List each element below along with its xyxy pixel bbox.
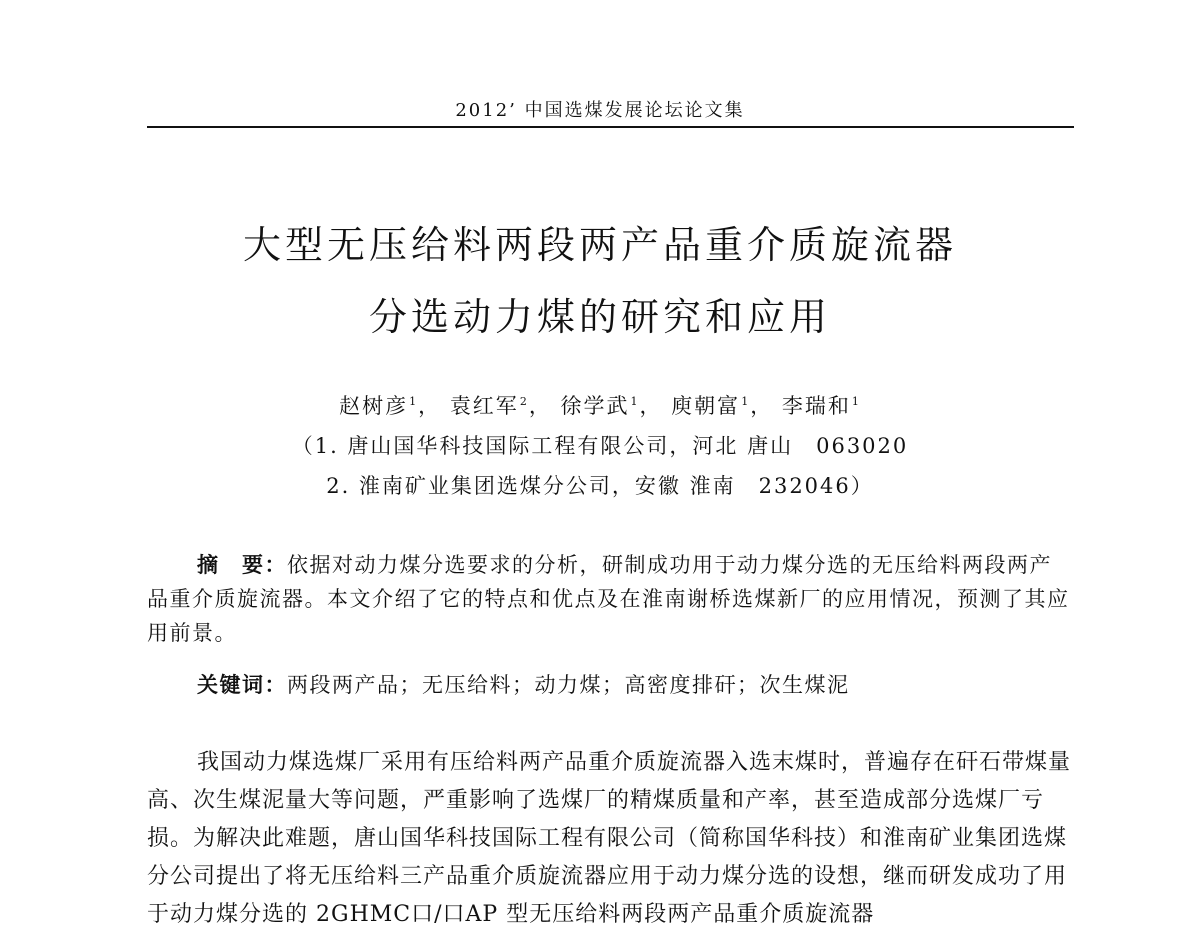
author-name: 赵树彦 — [339, 394, 409, 418]
header-rule — [147, 126, 1074, 128]
author-affiliation-mark: 1 — [851, 395, 861, 408]
author-name: 徐学武 — [560, 394, 630, 418]
author-separator: ， — [639, 394, 663, 418]
abstract-text: 依据对动力煤分选要求的分析，研制成功用于动力煤分选的无压给料两段两产品重介质旋流器。本文介绍了它的特点和优点及在淮南谢桥选煤新厂的应用情况，预测了其应用前景。 — [147, 553, 1070, 645]
abstract — [147, 548, 1074, 650]
author-name: 庾朝富 — [671, 394, 741, 418]
author-name: 李瑞和 — [781, 394, 851, 418]
author-name: 袁红军 — [449, 394, 519, 418]
author-affiliation-mark: 2 — [519, 395, 529, 408]
author-separator: ， — [528, 394, 552, 418]
running-header: 2012’ 中国选煤发展论坛论文集 — [455, 100, 745, 121]
abstract-label: 摘 要： — [197, 553, 287, 577]
body-paragraph: 我国动力煤选煤厂采用有压给料两产品重介质旋流器入选末煤时，普遍存在矸石带煤量高、次生煤泥量大等问题，严重影响了选煤厂的精煤质量和产率，甚至造成部分选煤厂亏损。为解决此难题，唐山国华科技国际工程有限公司（简称国华科技）和淮南矿业集团选煤分公司提出了将无压给料三产品重介质旋流器应用于动力煤分选的设想，继而研发成功了用于动力煤分选的 2GHMC口/口AP 型无压给料两段两产品重介质旋流器 — [147, 750, 1072, 927]
author-separator: ， — [418, 394, 442, 418]
affiliation-line-2: 2. 淮南矿业集团选煤分公司，安徽 淮南 232046） — [326, 474, 874, 498]
author-affiliation-mark: 1 — [741, 395, 751, 408]
keywords-text: 两段两产品；无压给料；动力煤；高密度排矸；次生煤泥 — [287, 673, 850, 697]
paper-title-line-1: 大型无压给料两段两产品重介质旋流器 — [242, 223, 957, 267]
paper-title-line-2: 分选动力煤的研究和应用 — [368, 295, 831, 339]
author-affiliation-mark: 1 — [630, 395, 640, 408]
author-separator: ， — [750, 394, 774, 418]
author-affiliation-mark: 1 — [409, 395, 419, 408]
keywords-label: 关键词： — [197, 673, 287, 697]
keywords — [147, 668, 1074, 702]
author-list — [0, 390, 1200, 420]
affiliation-line-1: （1. 唐山国华科技国际工程有限公司，河北 唐山 063020 — [291, 434, 909, 458]
